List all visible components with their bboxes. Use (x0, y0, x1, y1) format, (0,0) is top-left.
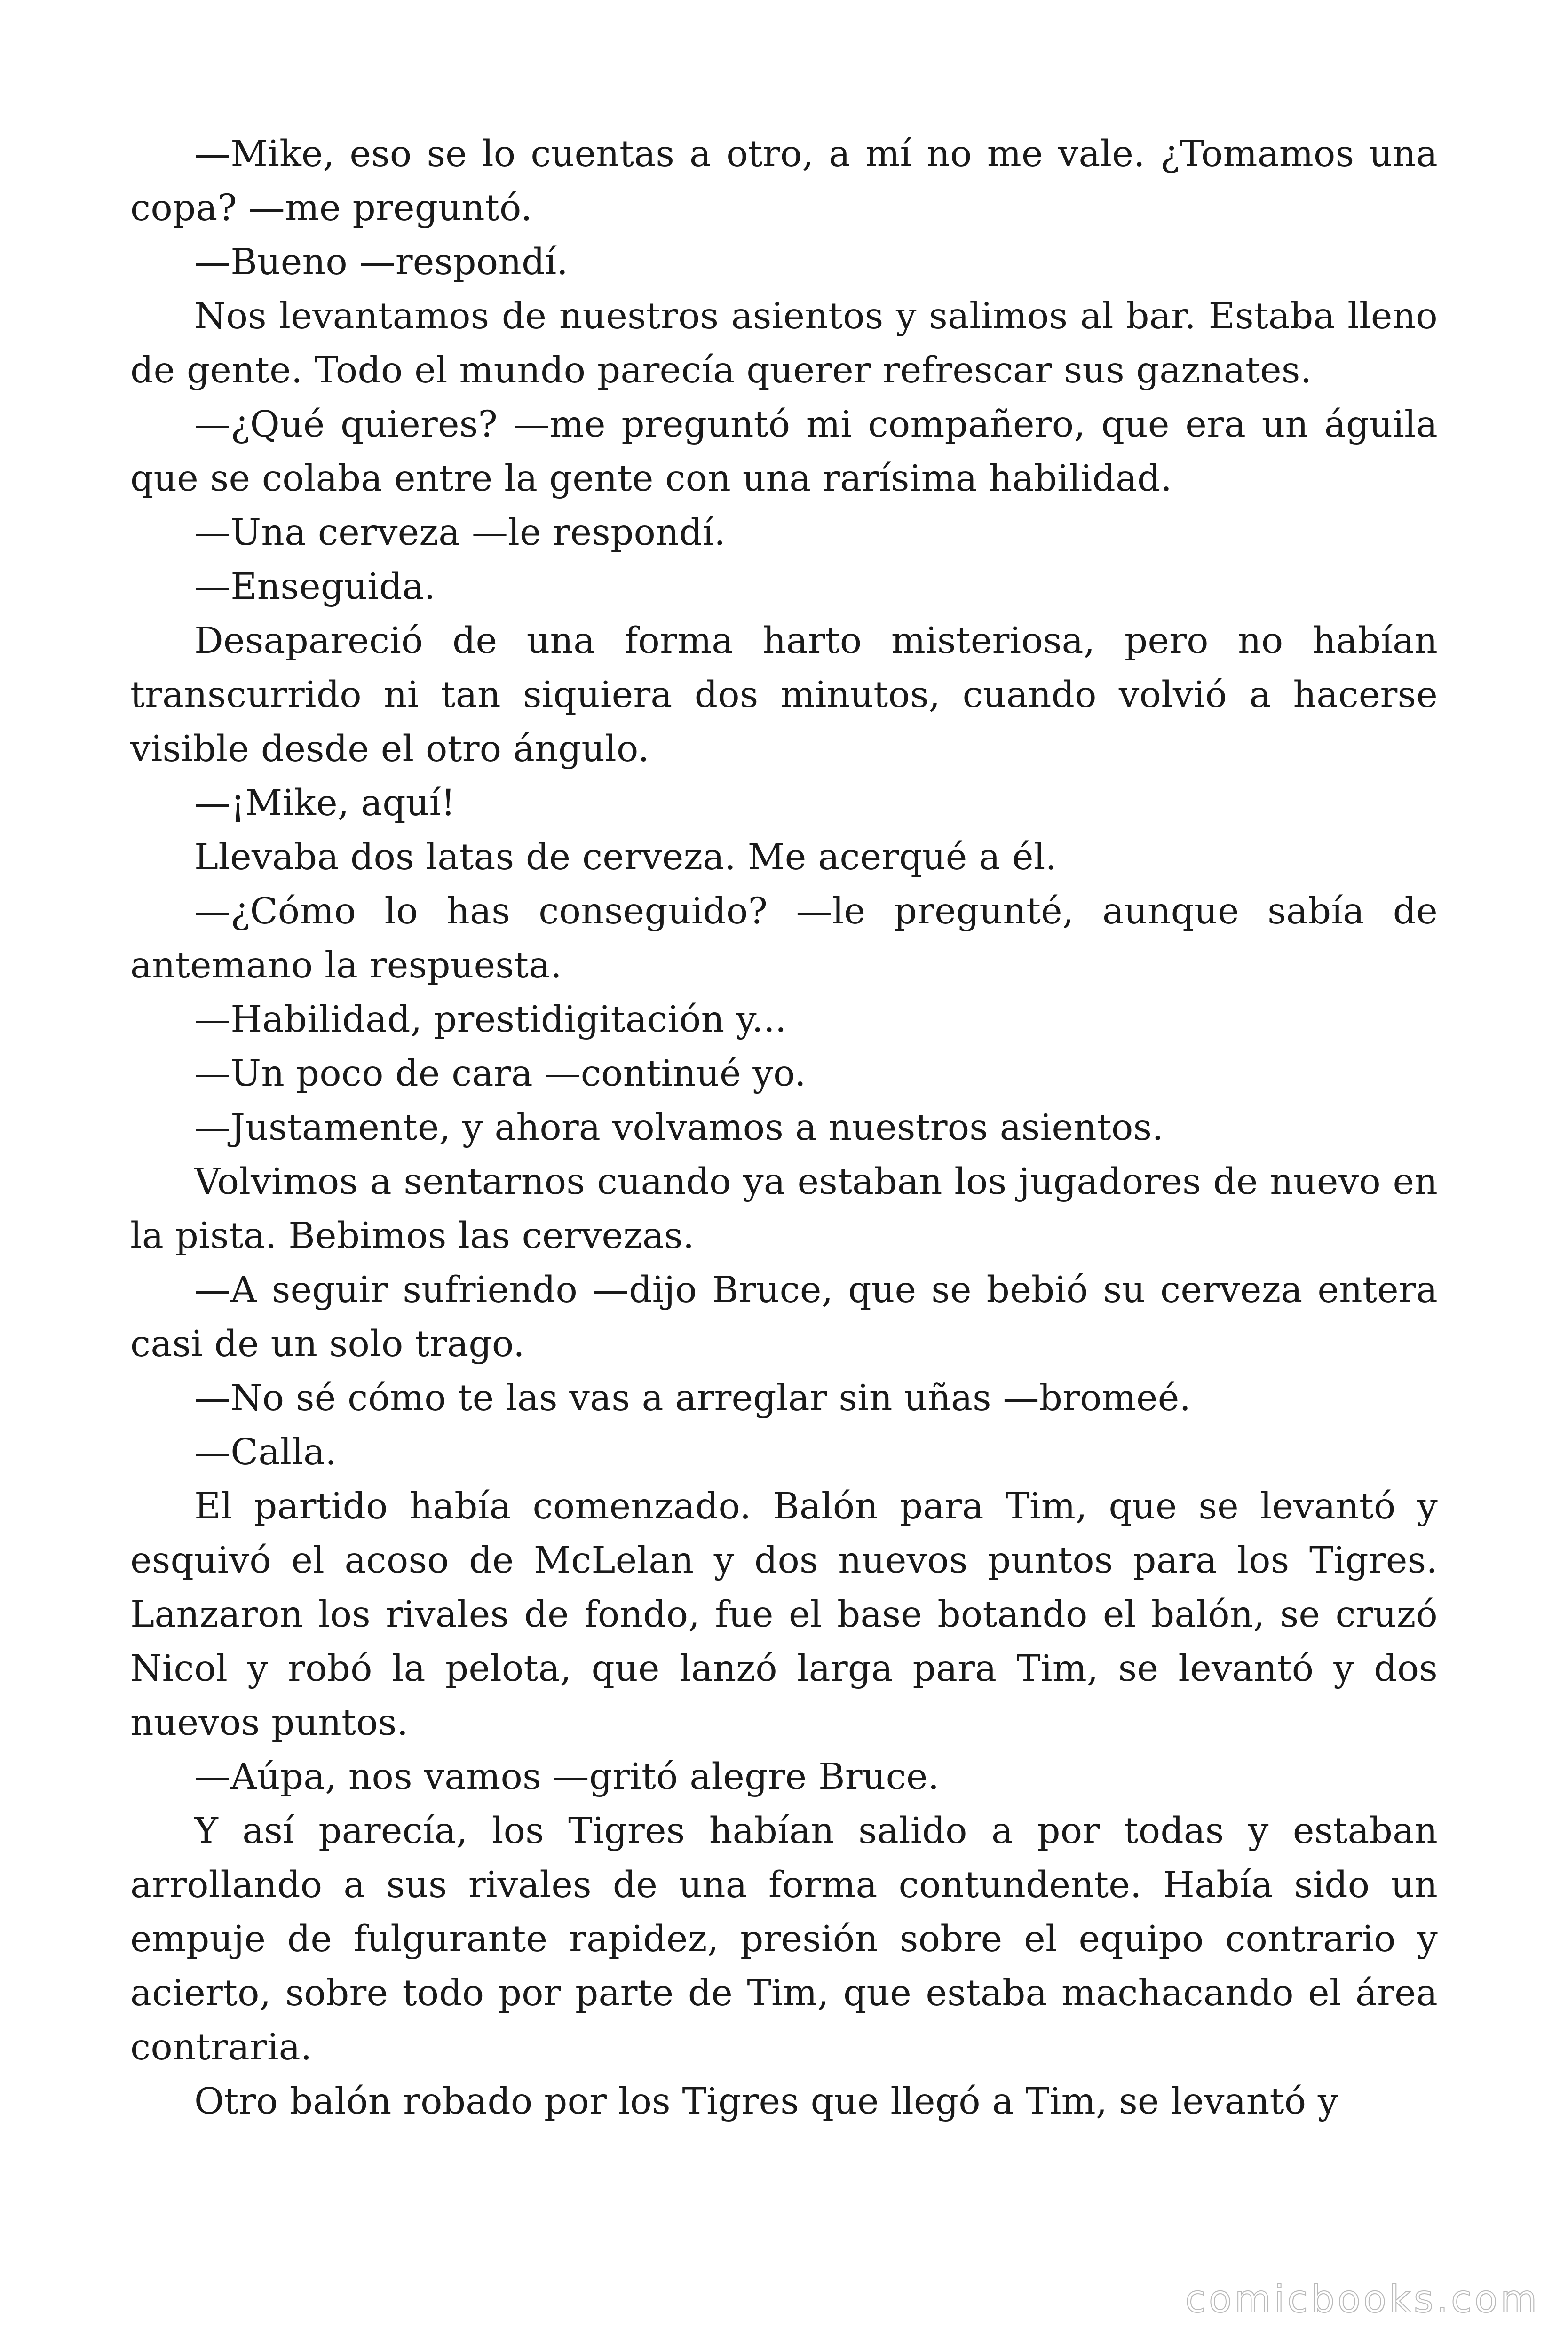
paragraph-18: El partido había comenzado. Balón para Tim, que se levantó y esquivó el acoso de McLelan y dos nuevos puntos para los Tigres. Lanzaron los rivales de fondo, fue el base botando el balón, se cruzó Nicol y robó la pelota, que lanzó larga para Tim, se levantó y dos nuevos puntos. (130, 1486, 1438, 1744)
paragraph-20: Y así parecía, los Tigres habían salido a por todas y estaban arrollando a sus rivales de una forma contundente. Había sido un empuje de fulgurante rapidez, presión sobre el equipo contrario y acierto, sobre todo por parte de Tim, que estaba machacando el área contraria. (130, 1810, 1438, 2068)
paragraph-3: Nos levantamos de nuestros asientos y salimos al bar. Estaba lleno de gente. Todo el mundo parecía querer refrescar sus gaznates. (130, 295, 1438, 391)
paragraph-2: —Bueno —respondí. (194, 241, 569, 283)
paragraph-8: —¡Mike, aquí! (194, 782, 456, 824)
paragraph-19: —Aúpa, nos vamos —gritó alegre Bruce. (194, 1756, 940, 1798)
paragraph-6: —Enseguida. (194, 566, 436, 608)
paragraph-10: —¿Cómo lo has conseguido? —le pregunté, aunque sabía de antemano la respuesta. (130, 890, 1438, 986)
paragraph-15: —A seguir sufriendo —dijo Bruce, que se bebió su cerveza entera casi de un solo trago. (130, 1269, 1438, 1365)
watermark-logo: comicbooks.com (1185, 2277, 1540, 2321)
paragraph-12: —Un poco de cara —continué yo. (194, 1053, 806, 1095)
paragraph-21: Otro balón robado por los Tigres que llegó a Tim, se levantó y (194, 2081, 1338, 2122)
paragraph-5: —Una cerveza —le respondí. (194, 512, 726, 554)
paragraph-9: Llevaba dos latas de cerveza. Me acerqué a él. (194, 836, 1057, 878)
paragraph-4: —¿Qué quieres? —me preguntó mi compañero, que era un águila que se colaba entre la gente con una rarísima habilidad. (130, 404, 1438, 500)
body-text (130, 127, 1438, 2129)
paragraph-17: —Calla. (194, 1431, 337, 1473)
paragraph-14: Volvimos a sentarnos cuando ya estaban los jugadores de nuevo en la pista. Bebimos las cervezas. (130, 1161, 1438, 1257)
paragraph-16: —No sé cómo te las vas a arreglar sin uñas —bromeé. (194, 1377, 1191, 1419)
paragraph-1: —Mike, eso se lo cuentas a otro, a mí no me vale. ¿Tomamos una copa? —me preguntó. (130, 133, 1438, 229)
paragraph-11: —Habilidad, prestidigitación y... (194, 999, 787, 1041)
paragraph-7: Desapareció de una forma harto misteriosa, pero no habían transcurrido ni tan siquiera dos minutos, cuando volvió a hacerse visible desde el otro ángulo. (130, 620, 1438, 770)
paragraph-13: —Justamente, y ahora volvamos a nuestros asientos. (194, 1107, 1164, 1149)
